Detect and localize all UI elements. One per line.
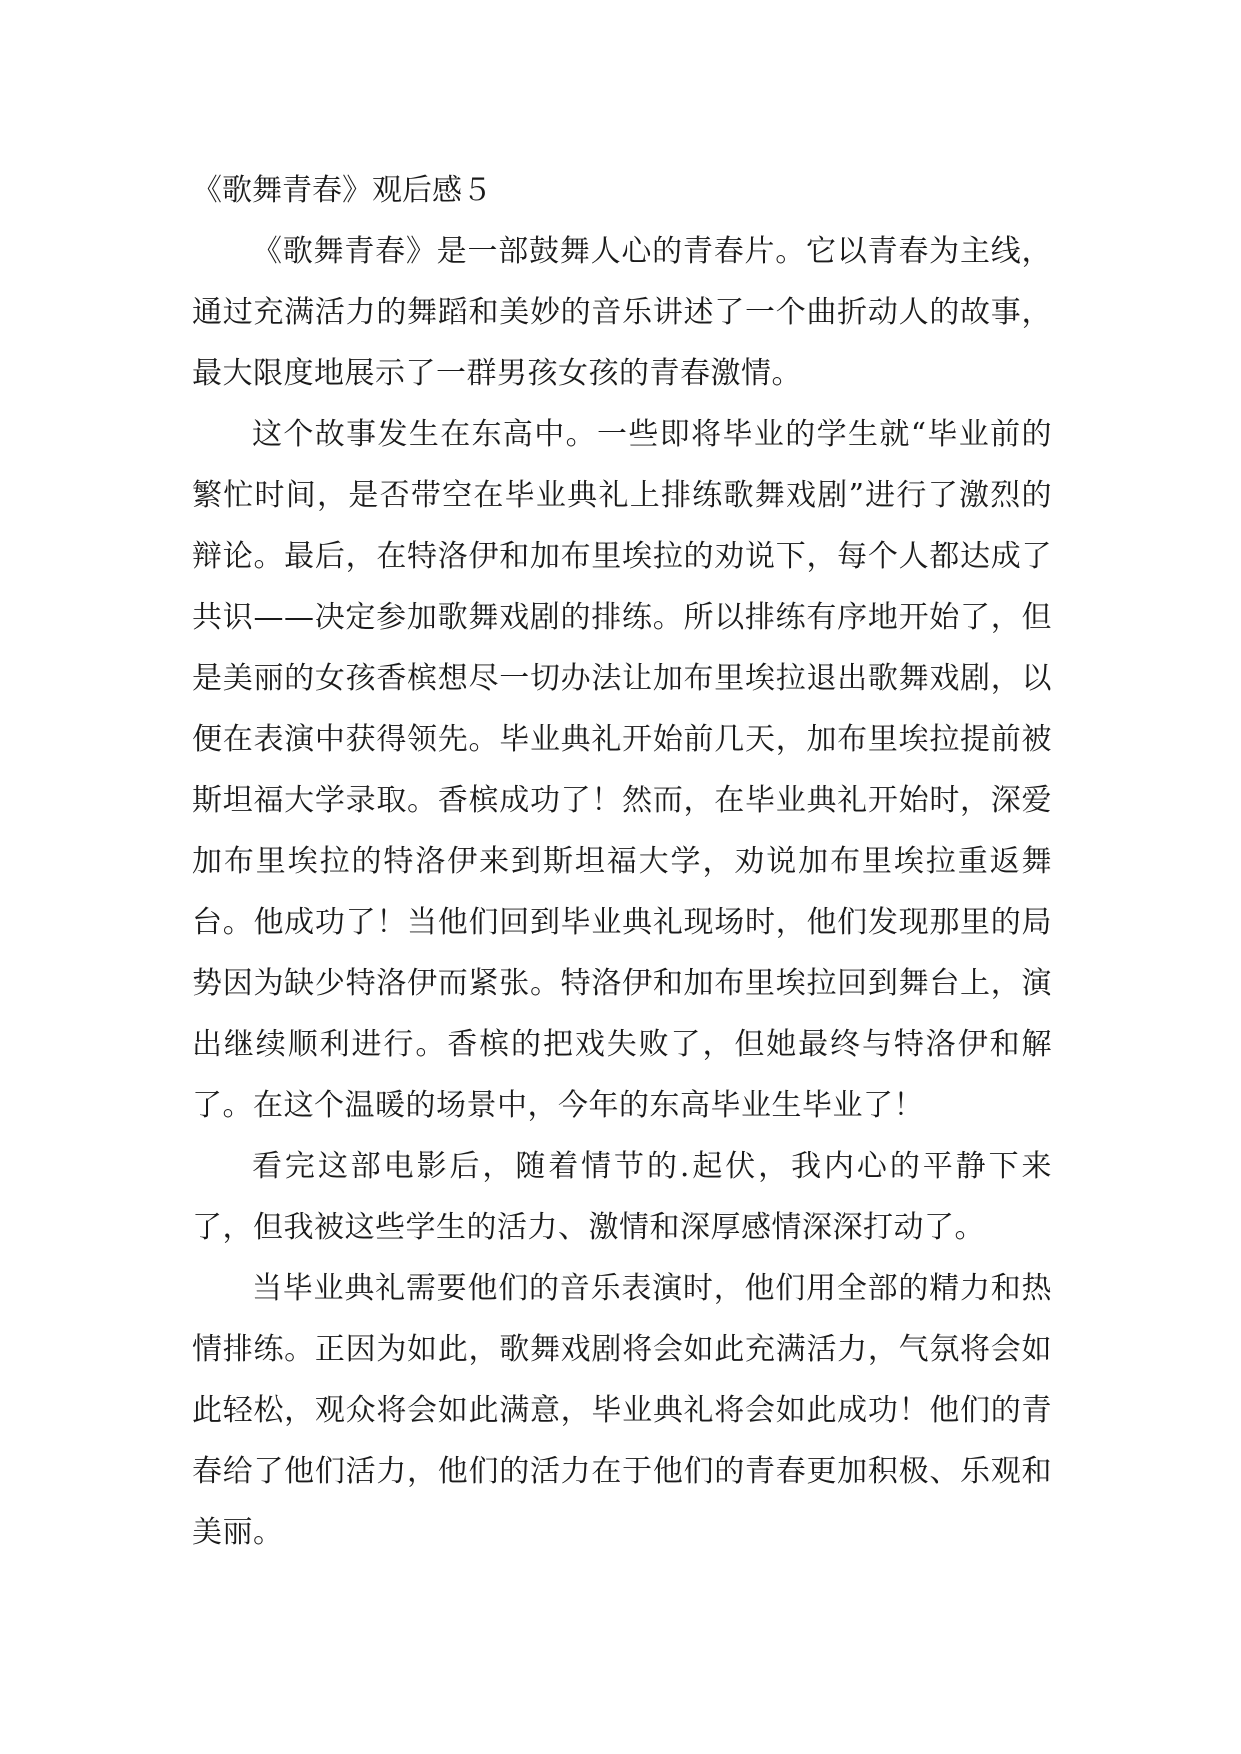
document-title: 《歌舞青春》观后感５: [192, 173, 492, 208]
paragraph-reflection: 看完这部电影后，随着情节的.起伏，我内心的平静下来了，但我被这些学生的活力、激情和深厚感情深深打动了。: [192, 1149, 1052, 1245]
paragraph-plot: 这个故事发生在东高中。一些即将毕业的学生就“毕业前的繁忙时间，是否带空在毕业典礼上排练歌舞戏剧”进行了激烈的辩论。最后，在特洛伊和加布里埃拉的劝说下，每个人都达成了共识——决定参加歌舞戏剧的排练。所以排练有序地开始了，但是美丽的女孩香槟想尽一切办法让加布里埃拉退出歌舞戏剧，以便在表演中获得领先。毕业典礼开始前几天，加布里埃拉提前被斯坦福大学录取。香槟成功了！然而，在毕业典礼开始时，深爱加布里埃拉的特洛伊来到斯坦福大学，劝说加布里埃拉重返舞台。他成功了！当他们回到毕业典礼现场时，他们发现那里的局势因为缺少特洛伊而紧张。特洛伊和加布里埃拉回到舞台上，演出继续顺利进行。香槟的把戏失败了，但她最终与特洛伊和解了。在这个温暖的场景中，今年的东高毕业生毕业了！: [192, 417, 1052, 1123]
paragraph-intro: 《歌舞青春》是一部鼓舞人心的青春片。它以青春为主线，通过充满活力的舞蹈和美妙的音乐讲述了一个曲折动人的故事，最大限度地展示了一群男孩女孩的青春激情。: [192, 234, 1052, 391]
paragraph-conclusion: 当毕业典礼需要他们的音乐表演时，他们用全部的精力和热情排练。正因为如此，歌舞戏剧将会如此充满活力，气氛将会如此轻松，观众将会如此满意，毕业典礼将会如此成功！他们的青春给了他们活力，他们的活力在于他们的青春更加积极、乐观和美丽。: [192, 1271, 1052, 1550]
document-body: [192, 160, 1052, 1563]
